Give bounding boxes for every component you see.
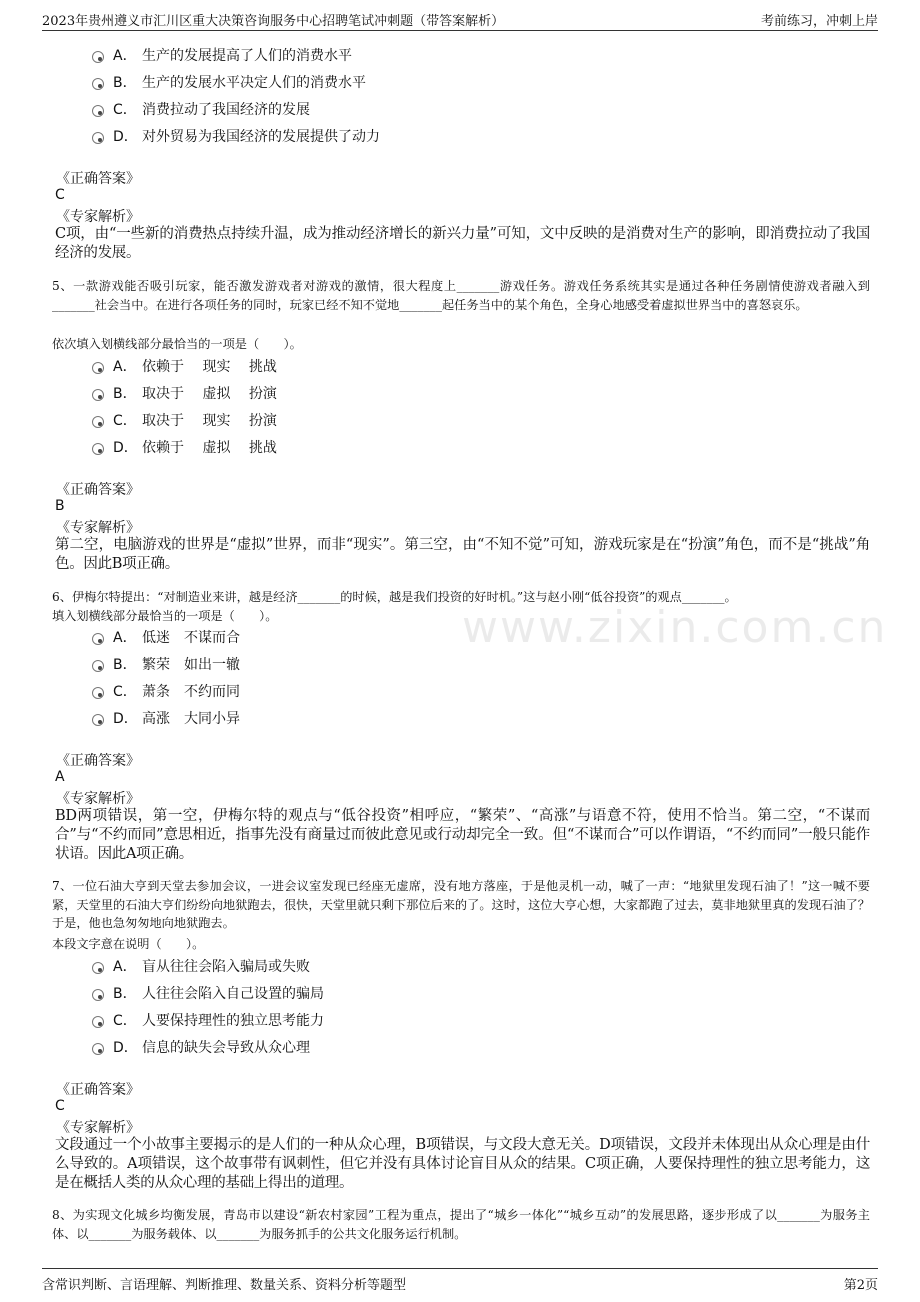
radio-icon[interactable]	[92, 660, 104, 672]
option-text: 依赖于 现实 挑战	[142, 359, 277, 375]
option-letter: C．	[113, 102, 137, 118]
option-text: 人往往会陷入自己设置的骗局	[142, 986, 324, 1002]
radio-icon[interactable]	[92, 362, 104, 374]
q6-stem: 6、伊梅尔特提出：“对制造业来讲，越是经济_______的时候，越是我们投资的好时机。”这与赵小刚“低谷投资”的观点_______。	[52, 590, 737, 604]
radio-icon[interactable]	[92, 714, 104, 726]
radio-icon[interactable]	[92, 962, 104, 974]
radio-icon[interactable]	[92, 687, 104, 699]
page-number: 第2页	[843, 1278, 878, 1293]
option-text: 取决于 虚拟 扮演	[142, 386, 277, 402]
option-text: 取决于 现实 扮演	[142, 413, 277, 429]
radio-icon[interactable]	[92, 1016, 104, 1028]
option-text: 萧条 不约而同	[142, 684, 240, 700]
radio-icon[interactable]	[92, 989, 104, 1001]
answer-label: 《正确答案》	[56, 171, 140, 187]
radio-icon[interactable]	[92, 78, 104, 90]
q7-stem: 7、一位石油大亨到天堂去参加会议，一进会议室发现已经座无虚席，没有地方落座，于是他灵机一动，喊了一声：“地狱里发现石油了！”这一喊不要紧，天堂里的石油大亨们纷纷向地狱跑去，很快，天堂里就只剩下那位后来的了。这时，这位大亨心想，大家都跑了过去，莫非地狱里真的发现石油了？于是，他也急匆匆地向地狱跑去。	[52, 879, 870, 930]
option-text: 生产的发展水平决定人们的消费水平	[142, 75, 366, 91]
option-text: 低迷 不谋而合	[142, 630, 240, 646]
radio-icon[interactable]	[92, 443, 104, 455]
analysis-label: 《专家解析》	[56, 791, 140, 807]
q6-analysis: BD两项错误，第一空，伊梅尔特的观点与“低谷投资”相呼应，“繁荣”、“高涨”与语意不符，使用不恰当。第二空，“不谋而合”与“不约而同”意思相近，指事先没有商量过而彼此意见或行动却完全一致。但“不谋而合”可以作谓语，“不约而同”一般只能作状语。因此A项正确。	[55, 808, 870, 862]
option-letter: C．	[113, 684, 137, 700]
answer-label: 《正确答案》	[56, 482, 140, 498]
q4-analysis: C项，由“一些新的消费热点持续升温，成为推动经济增长的新兴力量”可知，文中反映的是消费对生产的影响，即消费拉动了我国经济的发展。	[55, 226, 870, 261]
page-footer	[42, 1268, 878, 1295]
page-header	[42, 8, 878, 31]
option-text: 依赖于 虚拟 挑战	[142, 440, 277, 456]
radio-icon[interactable]	[92, 1043, 104, 1055]
radio-icon[interactable]	[92, 416, 104, 428]
option-letter: D．	[113, 440, 138, 456]
option-letter: A．	[113, 630, 137, 646]
option-letter: B．	[113, 986, 137, 1002]
q5-answer: B	[55, 498, 65, 514]
q6-prompt: 填入划横线部分最恰当的一项是（ ）。	[52, 609, 278, 623]
option-text: 高涨 大同小异	[142, 711, 240, 727]
option-text: 盲从往往会陷入骗局或失败	[142, 959, 310, 975]
answer-label: 《正确答案》	[56, 753, 140, 769]
footer-categories: 含常识判断、言语理解、判断推理、数量关系、资料分析等题型	[42, 1278, 407, 1293]
q7-answer: C	[55, 1098, 65, 1114]
option-text: 生产的发展提高了人们的消费水平	[142, 48, 352, 64]
document-title: 2023年贵州遵义市汇川区重大决策咨询服务中心招聘笔试冲刺题（带答案解析）	[42, 14, 505, 29]
q5-analysis: 第二空，电脑游戏的世界是“虚拟”世界，而非“现实”。第三空，由“不知不觉”可知，游戏玩家是在“扮演”角色，而不是“挑战”角色。因此B项正确。	[55, 537, 870, 572]
option-letter: A．	[113, 48, 137, 64]
analysis-label: 《专家解析》	[56, 520, 140, 536]
option-text: 信息的缺失会导致从众心理	[142, 1040, 310, 1056]
header-slogan: 考前练习，冲刺上岸	[760, 14, 878, 29]
option-text: 对外贸易为我国经济的发展提供了动力	[142, 129, 380, 145]
radio-icon[interactable]	[92, 389, 104, 401]
option-letter: B．	[113, 75, 137, 91]
option-letter: D．	[113, 1040, 138, 1056]
option-letter: A．	[113, 959, 137, 975]
analysis-label: 《专家解析》	[56, 1120, 140, 1136]
q4-answer: C	[55, 187, 65, 203]
analysis-label: 《专家解析》	[56, 209, 140, 225]
option-letter: C．	[113, 1013, 137, 1029]
option-letter: B．	[113, 386, 137, 402]
option-letter: D．	[113, 129, 138, 145]
option-text: 人要保持理性的独立思考能力	[142, 1013, 324, 1029]
q7-prompt: 本段文字意在说明（ ）。	[52, 937, 205, 951]
radio-icon[interactable]	[92, 105, 104, 117]
q5-prompt: 依次填入划横线部分最恰当的一项是（ ）。	[52, 337, 302, 351]
option-letter: D．	[113, 711, 138, 727]
q7-analysis: 文段通过一个小故事主要揭示的是人们的一种从众心理，B项错误，与文段大意无关。D项错误，文段并未体现出从众心理是由什么导致的。A项错误，这个故事带有讽刺性，但它并没有具体讨论盲目从众的结果。C项正确，人要保持理性的独立思考能力，这是在概括人类的从众心理的基础上得出的道理。	[55, 1137, 870, 1191]
option-letter: C．	[113, 413, 137, 429]
option-text: 繁荣 如出一辙	[142, 657, 240, 673]
q8-stem: 8、为实现文化城乡均衡发展，青岛市以建设“新农村家园”工程为重点，提出了“城乡一体化”“城乡互动”的发展思路，逐步形成了以_______为服务主体、以_______为服务载体、以_______为服务抓手的公共文化服务运行机制。	[52, 1208, 870, 1241]
option-letter: B．	[113, 657, 137, 673]
radio-icon[interactable]	[92, 132, 104, 144]
option-letter: A．	[113, 359, 137, 375]
answer-label: 《正确答案》	[56, 1082, 140, 1098]
q6-answer: A	[55, 769, 65, 785]
radio-icon[interactable]	[92, 633, 104, 645]
option-text: 消费拉动了我国经济的发展	[142, 102, 310, 118]
radio-icon[interactable]	[92, 51, 104, 63]
watermark: www.zixin.com.cn	[462, 602, 888, 653]
q5-stem: 5、一款游戏能否吸引玩家，能否激发游戏者对游戏的激情，很大程度上_______游戏任务。游戏任务系统其实是通过各种任务剧情使游戏者融入到_______社会当中。在进行各项任务的同时，玩家已经不知不觉地_______起任务当中的某个角色，全身心地感受着虚拟世界当中的喜怒哀乐。	[52, 279, 870, 312]
